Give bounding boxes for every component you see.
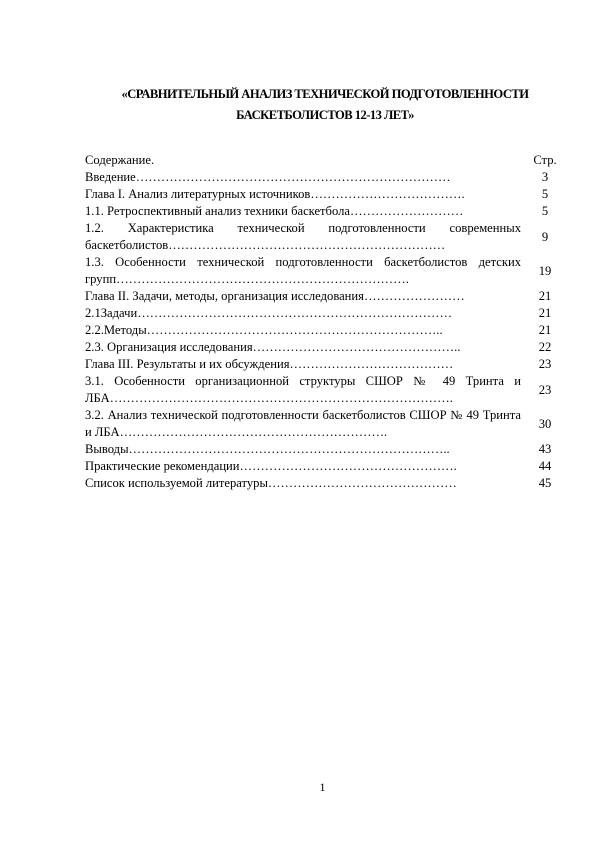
toc-entry-page: 3	[541, 170, 549, 184]
toc-entry-text: 3.1. Особенности организационной структуры СШОР № 49 Тринта и ЛБА……………………………………………………………………….	[85, 374, 521, 405]
page-number: 1	[319, 780, 326, 794]
toc-row	[85, 186, 565, 203]
toc-entry-text: Выводы…………………………………………………………………..	[85, 442, 450, 456]
toc-entry-page: 5	[541, 204, 549, 218]
toc-entry-page: 23	[538, 357, 552, 371]
toc-entry-text: 2.3. Организация исследования…………………………………………..	[85, 340, 461, 354]
toc-entry-page: 21	[538, 323, 552, 337]
toc-row	[85, 356, 565, 373]
toc-row	[85, 441, 565, 458]
toc-entry-text: Глава III. Результаты и их обсуждения…………………………………	[85, 357, 454, 371]
toc-entry-text: Глава II. Задачи, методы, организация исследования……………………	[85, 289, 465, 303]
title-line-1: «СРАВНИТЕЛЬНЫЙ АНАЛИЗ ТЕХНИЧЕСКОЙ ПОДГОТОВЛЕННОСТИ	[121, 87, 529, 101]
toc-entry-page: 44	[538, 459, 552, 473]
toc-row	[85, 407, 565, 441]
toc-entry-page: 30	[538, 416, 552, 431]
toc-row	[85, 305, 565, 322]
document-title	[85, 84, 565, 126]
toc-page-heading: Стр.	[533, 153, 557, 167]
toc-entry-text: 1.3. Особенности технической подготовленности баскетболистов детских групп…………………………………………………………….	[85, 255, 521, 286]
toc-entry-text: Глава I. Анализ литературных источников……………………………….	[85, 187, 465, 201]
toc-row	[85, 220, 565, 254]
toc-entry-text: 1.1. Ретроспективный анализ техники баскетбола………………………	[85, 204, 464, 218]
toc-header-row	[85, 152, 565, 169]
toc-entry-text: 3.2. Анализ технической подготовленности баскетболистов СШОР № 49 Тринта и ЛБА……………………………………………………….	[85, 408, 521, 439]
toc-entry-page: 19	[538, 263, 552, 278]
table-of-contents	[85, 152, 565, 492]
toc-entry-page: 45	[538, 476, 552, 490]
toc-entry-text: 2.2.Методы……………………………………………………………..	[85, 323, 443, 337]
toc-entry-page: 9	[541, 229, 549, 244]
toc-row	[85, 373, 565, 407]
toc-heading: Содержание.	[85, 153, 155, 167]
toc-row	[85, 169, 565, 186]
toc-entry-page: 22	[538, 340, 552, 354]
toc-row	[85, 339, 565, 356]
toc-entry-text: Практические рекомендации…………………………………………….	[85, 459, 457, 473]
toc-row	[85, 475, 565, 492]
toc-entry-page: 21	[538, 306, 552, 320]
toc-entry-text: 2.1Задачи…………………………………………………………………	[85, 306, 453, 320]
toc-entry-page: 21	[538, 289, 552, 303]
toc-row	[85, 288, 565, 305]
toc-entry-page: 23	[538, 382, 552, 397]
toc-entry-page: 43	[538, 442, 552, 456]
toc-entry-text: Список используемой литературы………………………………………	[85, 476, 457, 490]
title-line-2: БАСКЕТБОЛИСТОВ 12-13 ЛЕТ»	[236, 108, 414, 122]
toc-row	[85, 203, 565, 220]
toc-entry-text: Введение…………………………………………………………………	[85, 170, 451, 184]
toc-row	[85, 322, 565, 339]
toc-row	[85, 254, 565, 288]
toc-entry-text: 1.2. Характеристика технической подготовленности современных баскетболистов…………………………………………………………	[85, 221, 521, 252]
toc-entry-page: 5	[541, 187, 549, 201]
toc-row	[85, 458, 565, 475]
